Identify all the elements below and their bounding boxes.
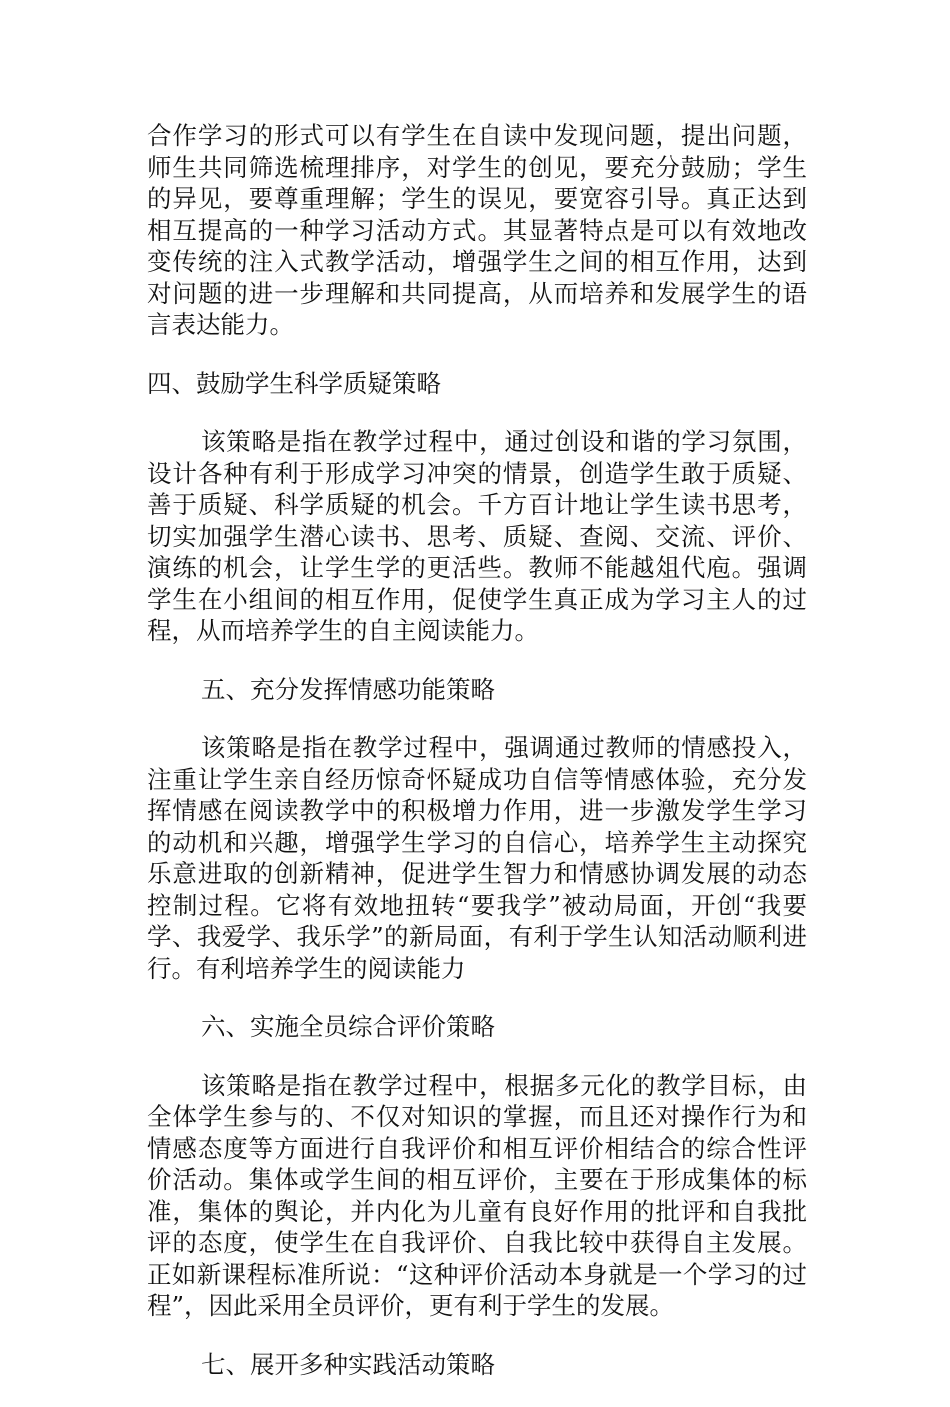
section-heading-5: 五、充分发挥情感功能策略 <box>201 674 495 704</box>
paragraph-emotion-strategy: 该策略是指在教学过程中，强调通过教师的情感投入，注重让学生亲自经历惊奇怀疑成功自信等情感体验，充分发挥情感在阅读教学中的积极增力作用，进一步激发学生学习的动机和兴趣，增强学生学习的自信心，培养学生主动探究乐意进取的创新精神，促进学生智力和情感协调发展的动态控制过程。它将有效地扭转“要我学”被动局面，开创“我要学、我爱学、我乐学”的新局面，有利于学生认知活动顺利进行。有利培养学生的阅读能力 <box>147 733 807 983</box>
section-heading-4: 四、鼓励学生科学质疑策略 <box>147 368 441 398</box>
paragraph-evaluation-strategy: 该策略是指在教学过程中，根据多元化的教学目标，由全体学生参与的、不仅对知识的掌握，而且还对操作行为和情感态度等方面进行自我评价和相互评价相结合的综合性评价活动。集体或学生间的相互评价，主要在于形成集体的标准，集体的舆论，并内化为儿童有良好作用的批评和自我批评的态度，使学生在自我评价、自我比较中获得自主发展。正如新课程标准所说：“这种评价活动本身就是一个学习的过程”，因此采用全员评价，更有利于学生的发展。 <box>147 1070 807 1320</box>
paragraph-questioning-strategy: 该策略是指在教学过程中，通过创设和谐的学习氛围，设计各种有利于形成学习冲突的情景，创造学生敢于质疑、善于质疑、科学质疑的机会。千方百计地让学生读书思考，切实加强学生潜心读书、思考、质疑、查阅、交流、评价、演练的机会，让学生学的更活些。教师不能越俎代庖。强调学生在小组间的相互作用，促使学生真正成为学习主人的过程，从而培养学生的自主阅读能力。 <box>147 427 807 645</box>
paragraph-cooperative-learning: 合作学习的形式可以有学生在自读中发现问题，提出问题，师生共同筛选梳理排序，对学生的创见，要充分鼓励；学生的异见，要尊重理解；学生的误见，要宽容引导。真正达到相互提高的一种学习活动方式。其显著特点是可以有效地改变传统的注入式教学活动，增强学生之间的相互作用，达到对问题的进一步理解和共同提高，从而培养和发展学生的语言表达能力。 <box>147 121 807 339</box>
section-heading-7: 七、展开多种实践活动策略 <box>201 1349 495 1379</box>
section-heading-6: 六、实施全员综合评价策略 <box>201 1012 495 1041</box>
document-body <box>147 120 807 1407</box>
